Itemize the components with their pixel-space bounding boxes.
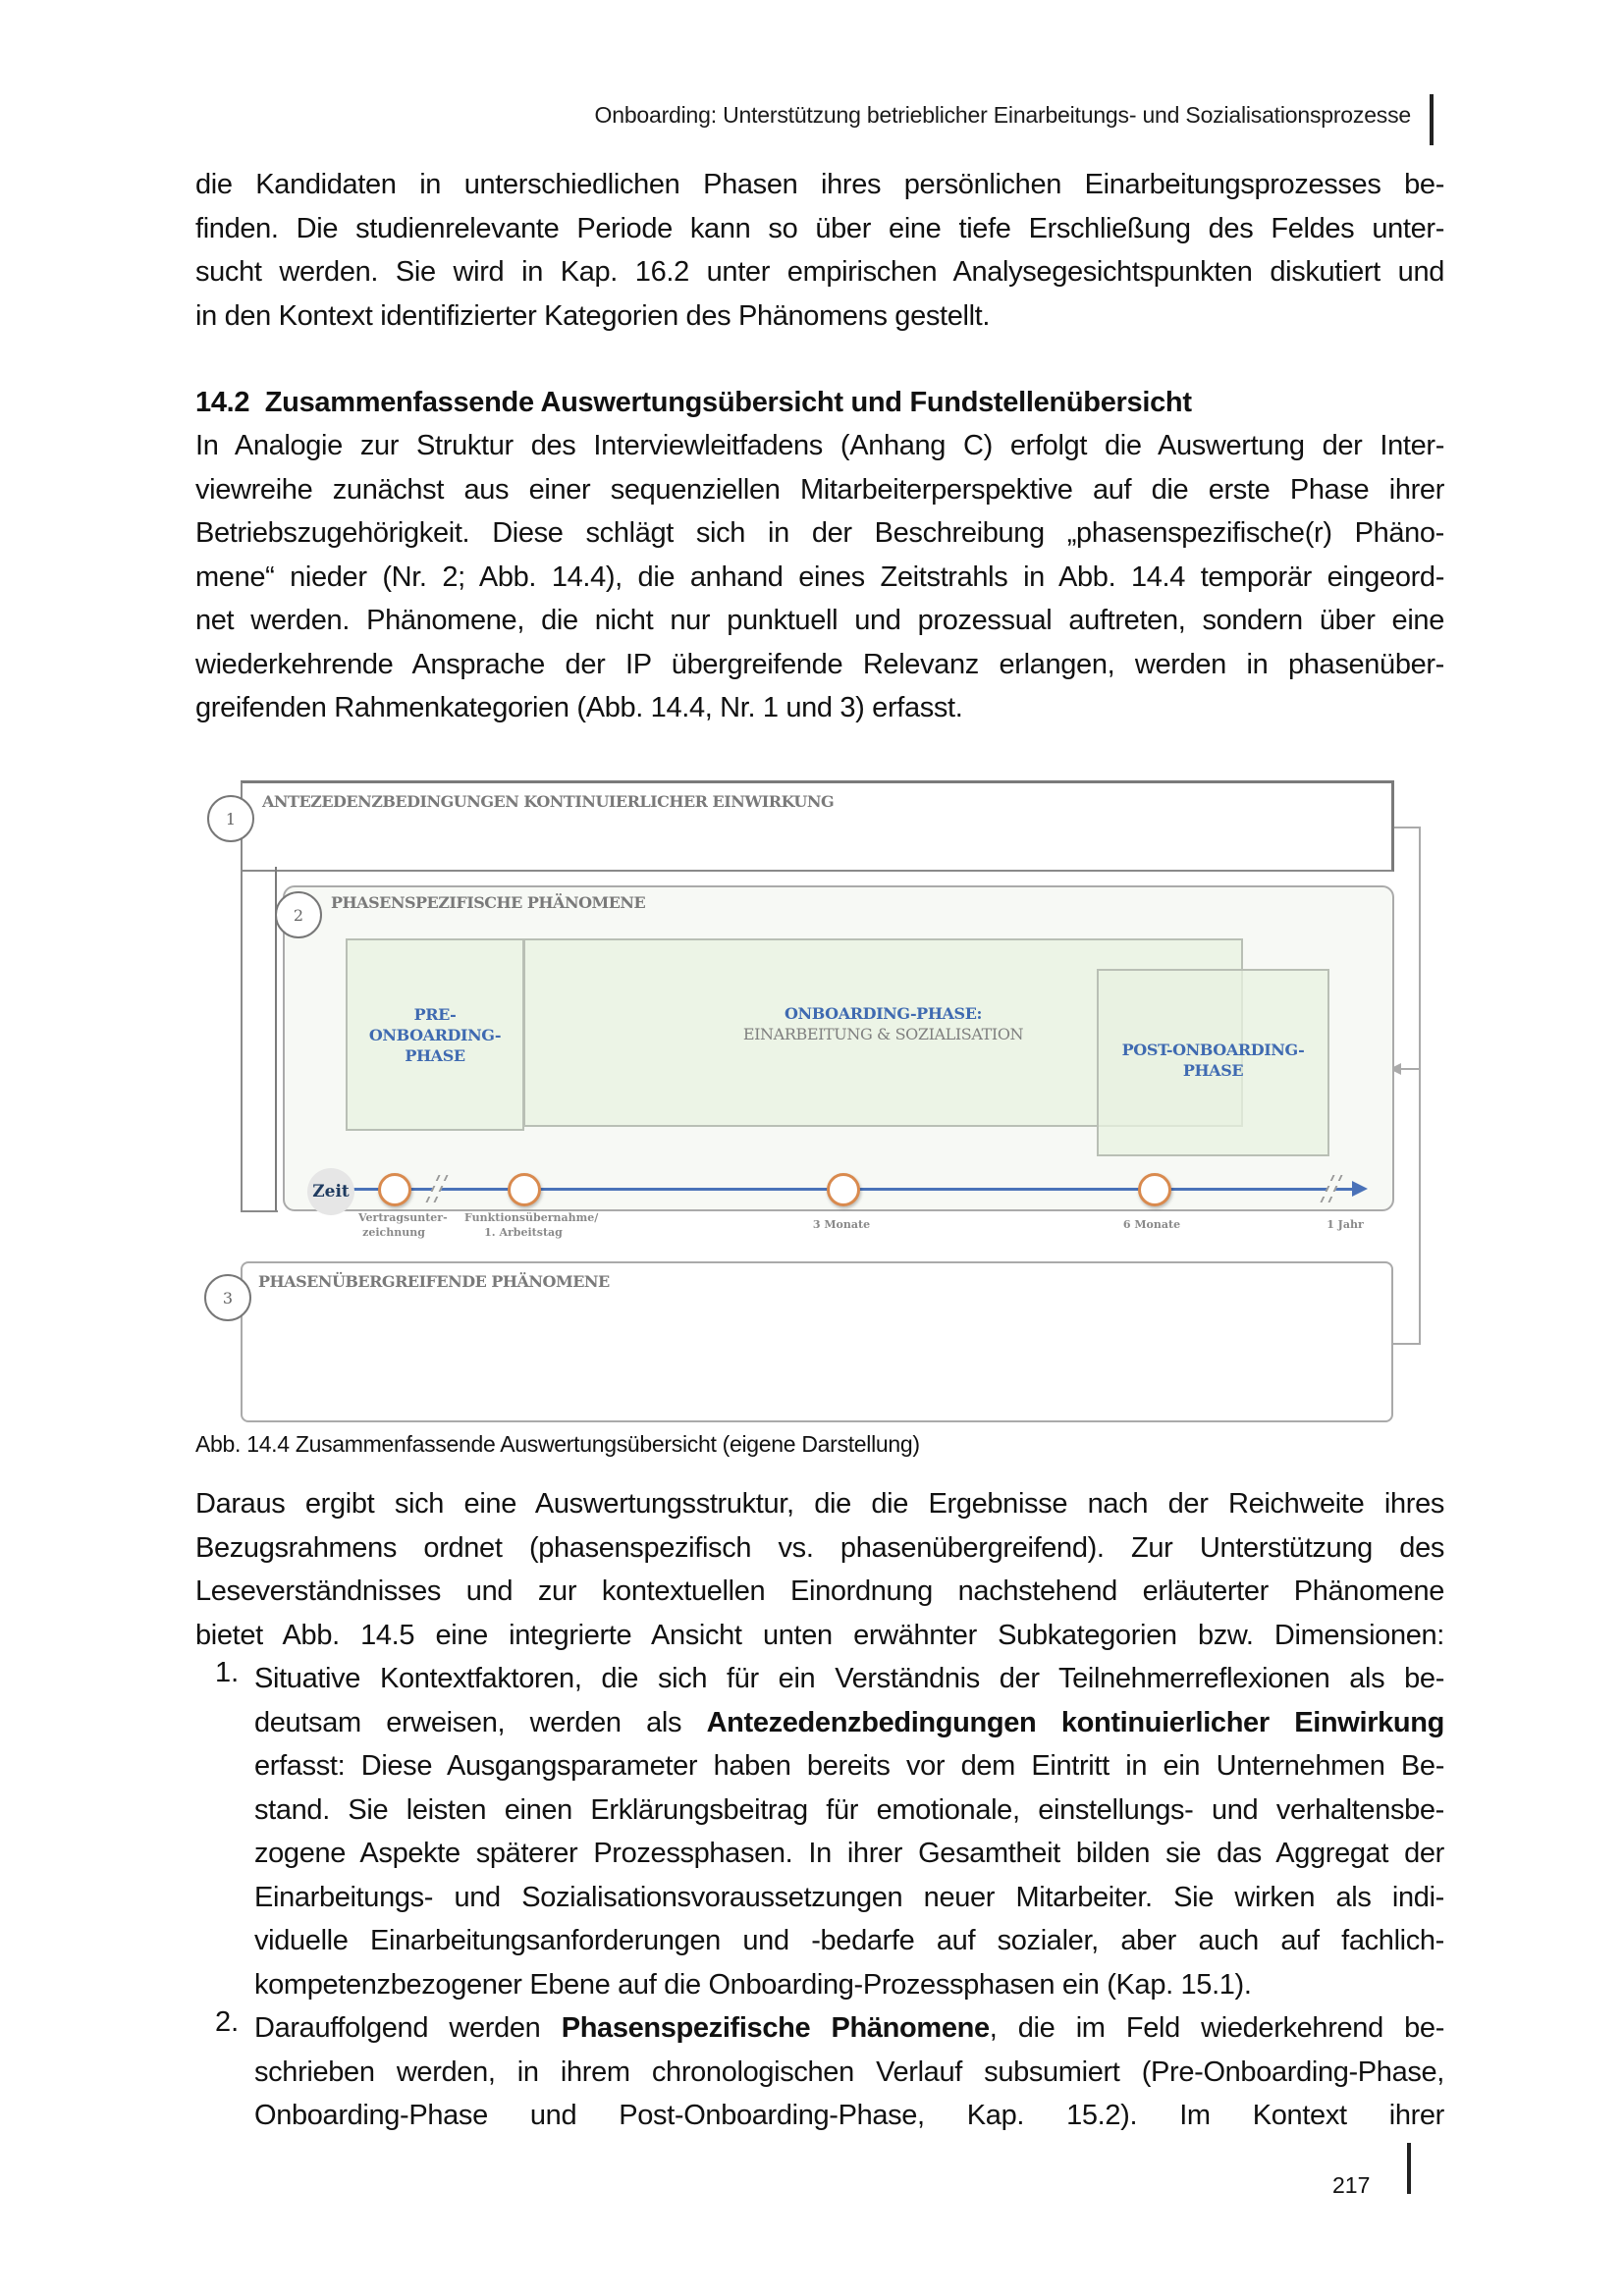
text-line: schrieben werden, in ihrem chronologischen Verlauf subsumiert (Pre-Onboarding-Phase, — [254, 2056, 1444, 2088]
text-line: In Analogie zur Struktur des Interviewleitfadens (Anhang C) erfolgt die Auswertung der Inter- — [195, 430, 1444, 461]
milestone-marker — [378, 1173, 411, 1206]
text-line: wiederkehrende Ansprache der IP übergreifende Relevanz erlangen, werden in phasenüber- — [195, 648, 1444, 680]
phase-pre-label-2: ONBOARDING- — [368, 1025, 502, 1044]
list-item-1 — [254, 1657, 1444, 2006]
text-line: Daraus ergibt sich eine Auswertungsstruktur, die die Ergebnisse nach der Reichweite ihres — [195, 1488, 1444, 1520]
text-line: Leseverständnisses und zur kontextuellen Einordnung nachstehend erläuterter Phänomene — [195, 1575, 1444, 1607]
milestone-label — [358, 1210, 448, 1240]
footer-divider-bar — [1407, 2143, 1411, 2194]
milestone-label: 1 Jahr — [1326, 1218, 1364, 1231]
section-paragraph — [195, 424, 1444, 730]
arrow-right-icon — [1352, 1181, 1368, 1197]
text-line: bietet Abb. 14.5 eine integrierte Ansicht unten erwähnter Subkategorien bzw. Dimensionen: — [195, 1619, 1444, 1651]
text-line: Bezugsrahmens ordnet (phasenspezifisch vs. phasenübergreifend). Zur Unterstützung des — [195, 1531, 1444, 1564]
text-line: viewreihe zunächst aus einer sequenziellen Mitarbeiterperspektive auf die erste Phase ihrer — [195, 473, 1444, 506]
text-line: Situative Kontextfaktoren, die sich für ein Verständnis der Teilnehmerreflexionen als be- — [254, 1663, 1444, 1694]
text-line: finden. Die studienrelevante Periode kann so über eine tiefe Erschließung des Feldes unter- — [195, 212, 1444, 244]
timeline-label: Zeit — [307, 1168, 354, 1215]
milestone-label: 3 Monate — [812, 1218, 871, 1231]
text-line: kompetenzbezogener Ebene auf die Onboarding-Prozessphasen ein (Kap. 15.1). — [254, 1968, 1252, 2001]
text-line: viduelle Einarbeitungsanforderungen und -bedarfe auf sozialer, aber auch auf fachlich- — [254, 1925, 1444, 1956]
phase-pre-label-3: PHASE — [405, 1045, 465, 1065]
phase-post-label-1: POST-ONBOARDING- — [1121, 1041, 1305, 1059]
phase-onboarding-title: ONBOARDING-PHASE: — [784, 1004, 983, 1023]
bold-term: Phasenspezifische Phänomene — [561, 2012, 990, 2044]
bold-term: Antezedenzbedingungen kontinuierlicher Einwirkung — [706, 1706, 1445, 1738]
phase-post-label-2: PHASE — [1182, 1061, 1244, 1080]
milestone-label-line: Vertragsunter- — [358, 1211, 448, 1224]
milestone-label: 6 Monate — [1122, 1218, 1181, 1231]
text-line: net werden. Phänomene, die nicht nur punktuell und prozessual auftreten, sondern über eine — [195, 605, 1444, 636]
running-header: Onboarding: Unterstützung betrieblicher Einarbeitungs- und Sozialisationsprozesse — [594, 102, 1411, 128]
number-badge-3: 3 — [204, 1274, 251, 1321]
text-line: sucht werden. Sie wird in Kap. 16.2 unter empirischen Analysegesichtspunkten diskutiert und — [195, 256, 1444, 288]
box2-title: PHASENSPEZIFISCHE PHÄNOMENE — [331, 893, 646, 912]
number-badge-2: 2 — [275, 891, 322, 938]
milestone-marker — [508, 1173, 541, 1206]
header-divider-bar — [1430, 94, 1434, 145]
figure-caption: Abb. 14.4 Zusammenfassende Auswertungsübersicht (eigene Darstellung) — [195, 1431, 920, 1457]
milestone-label-line: Funktionsübernahme/ — [464, 1211, 599, 1224]
text-line: stand. Sie leisten einen Erklärungsbeitrag für emotionale, einstellungs- und verhaltensbe- — [254, 1793, 1444, 1826]
phase-pre-label-1: PRE- — [413, 1004, 457, 1024]
text-run: , die im Feld wiederkehrend be- — [989, 2012, 1444, 2044]
text-run: Darauffolgend werden — [254, 2012, 562, 2044]
intro-paragraph — [195, 163, 1444, 338]
text-line — [254, 2006, 1444, 2051]
figure-evaluation-overview — [201, 775, 1429, 1433]
number-badge-1: 1 — [207, 795, 254, 842]
text-line — [254, 1701, 1444, 1745]
milestone-label — [464, 1210, 599, 1240]
text-line: zogene Aspekte späterer Prozessphasen. In ihrer Gesamtheit bilden sie das Aggregat der — [254, 1838, 1444, 1869]
milestone-marker — [827, 1173, 860, 1206]
milestone-label-line: 1. Arbeitstag — [484, 1226, 563, 1239]
milestone-marker — [1138, 1173, 1171, 1206]
text-line: erfasst: Diese Ausgangsparameter haben bereits vor dem Eintritt in ein Unternehmen Be- — [254, 1750, 1444, 1782]
milestone-label-line: zeichnung — [362, 1226, 425, 1239]
box-frame-left — [241, 867, 278, 1212]
phase-pre-onboarding — [346, 938, 524, 1131]
box1-title: ANTEZEDENZBEDINGUNGEN KONTINUIERLICHER EINWIRKUNG — [262, 792, 835, 811]
text-line: Einarbeitungs- und Sozialisationsvoraussetzungen neuer Mitarbeiter. Sie wirken als indi- — [254, 1881, 1444, 1913]
text-run: deutsam erweisen, werden als — [254, 1706, 707, 1738]
section-number: 14.2 — [195, 387, 250, 418]
list-number: 1. — [215, 1657, 240, 1688]
section-title: Zusammenfassende Auswertungsübersicht und Fundstellenübersicht — [264, 387, 1192, 418]
after-figure-paragraph — [195, 1482, 1444, 1657]
text-line: greifenden Rahmenkategorien (Abb. 14.4, Nr. 1 und 3) erfasst. — [195, 692, 963, 723]
list-number: 2. — [215, 2006, 240, 2038]
text-line: in den Kontext identifizierter Kategorien des Phänomens gestellt. — [195, 299, 991, 332]
text-line: Onboarding-Phase und Post-Onboarding-Phase, Kap. 15.2). Im Kontext ihrer — [254, 2100, 1444, 2131]
list-item-2 — [254, 2006, 1444, 2138]
phase-onboarding-subtitle: EINARBEITUNG & SOZIALISATION — [742, 1025, 1024, 1043]
box-phase-specific — [283, 885, 1394, 1211]
phase-post-onboarding — [1097, 969, 1329, 1156]
text-line: die Kandidaten in unterschiedlichen Phasen ihres persönlichen Einarbeitungsprozesses be- — [195, 169, 1444, 200]
text-line: mene“ nieder (Nr. 2; Abb. 14.4), die anhand eines Zeitstrahls in Abb. 14.4 temporär eingeord- — [195, 561, 1444, 593]
section-heading — [195, 387, 1192, 419]
page-number: 217 — [1332, 2172, 1371, 2198]
box3-title: PHASENÜBERGREIFENDE PHÄNOMENE — [258, 1272, 610, 1291]
text-line: Betriebszugehörigkeit. Diese schlägt sich in der Beschreibung „phasenspezifische(r) Phäno- — [195, 517, 1444, 549]
